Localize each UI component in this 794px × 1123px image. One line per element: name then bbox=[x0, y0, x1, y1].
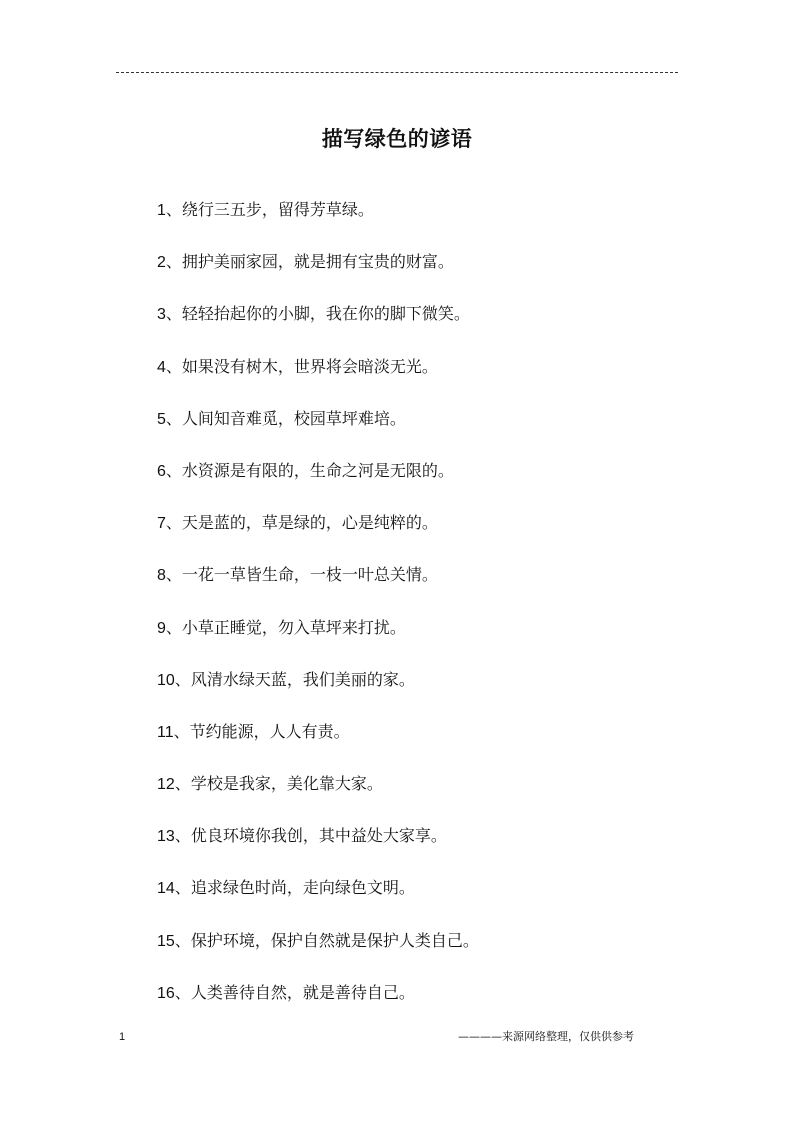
proverb-separator: 、 bbox=[174, 669, 191, 689]
proverb-item bbox=[157, 666, 479, 718]
proverb-separator: 、 bbox=[165, 617, 182, 637]
proverb-number: 4 bbox=[157, 358, 166, 376]
proverb-number: 5 bbox=[157, 410, 166, 428]
proverb-item bbox=[157, 718, 479, 770]
proverb-text: 天是蓝的，草是绿的，心是纯粹的。 bbox=[181, 513, 438, 533]
proverb-number: 7 bbox=[157, 515, 166, 533]
document-title: 描写绿色的谚语 bbox=[321, 126, 473, 151]
proverb-item bbox=[157, 509, 479, 561]
proverb-number: 12 bbox=[157, 776, 175, 794]
proverb-separator: 、 bbox=[174, 774, 191, 794]
header-dashed-rule bbox=[116, 72, 678, 73]
proverb-text: 拥护美丽家园，就是拥有宝贵的财富。 bbox=[181, 252, 454, 272]
proverb-separator: 、 bbox=[174, 930, 191, 950]
proverb-item bbox=[157, 300, 479, 352]
proverb-number: 11 bbox=[157, 723, 174, 741]
proverb-text: 风清水绿天蓝，我们美丽的家。 bbox=[190, 669, 415, 689]
proverb-separator: 、 bbox=[165, 513, 182, 533]
proverb-number: 1 bbox=[157, 202, 166, 219]
proverb-separator: 、 bbox=[165, 200, 182, 219]
proverb-number: 13 bbox=[157, 828, 175, 846]
proverb-item bbox=[157, 822, 479, 874]
proverb-item bbox=[157, 874, 479, 926]
proverb-separator: 、 bbox=[165, 408, 182, 428]
proverb-item bbox=[157, 561, 479, 613]
proverb-number: 3 bbox=[157, 306, 166, 324]
proverb-text: 人类善待自然，就是善待自己。 bbox=[190, 982, 415, 1002]
proverb-number: 8 bbox=[157, 567, 166, 585]
proverb-item bbox=[157, 614, 479, 666]
proverb-separator: 、 bbox=[173, 721, 190, 741]
proverb-item bbox=[157, 770, 479, 822]
proverb-text: 节约能源，人人有责。 bbox=[189, 721, 350, 741]
proverb-text: 绕行三五步，留得芳草绿。 bbox=[181, 200, 374, 219]
proverb-item bbox=[157, 405, 479, 457]
proverb-text: 学校是我家，美化靠大家。 bbox=[190, 774, 383, 794]
proverb-separator: 、 bbox=[165, 304, 182, 324]
proverb-text: 水资源是有限的，生命之河是无限的。 bbox=[181, 460, 454, 480]
proverb-item bbox=[157, 196, 479, 248]
proverb-separator: 、 bbox=[174, 826, 191, 846]
proverb-text: 优良环境你我创，其中益处大家享。 bbox=[190, 826, 447, 846]
proverb-text: 轻轻抬起你的小脚，我在你的脚下微笑。 bbox=[181, 304, 470, 324]
proverb-item bbox=[157, 457, 479, 509]
proverb-item bbox=[157, 248, 479, 300]
proverb-item bbox=[157, 979, 479, 1031]
proverb-text: 如果没有树木，世界将会暗淡无光。 bbox=[181, 356, 438, 376]
proverb-number: 15 bbox=[157, 932, 175, 950]
footer-page-number: 1 bbox=[119, 1031, 126, 1043]
proverb-separator: 、 bbox=[165, 356, 182, 376]
proverb-separator: 、 bbox=[165, 252, 182, 272]
proverb-number: 9 bbox=[157, 619, 166, 637]
proverb-separator: 、 bbox=[165, 565, 182, 585]
proverb-item bbox=[157, 353, 479, 405]
proverb-separator: 、 bbox=[174, 878, 191, 898]
proverb-number: 6 bbox=[157, 462, 166, 480]
proverb-list bbox=[157, 196, 479, 1031]
proverb-number: 2 bbox=[157, 254, 166, 272]
footer-source-note: ————来源网络整理，仅供供参考 bbox=[458, 1030, 634, 1043]
proverb-number: 16 bbox=[157, 984, 175, 1002]
proverb-text: 人间知音难觅，校园草坪难培。 bbox=[181, 408, 406, 428]
proverb-number: 14 bbox=[157, 880, 175, 898]
proverb-separator: 、 bbox=[165, 460, 182, 480]
proverb-text: 小草正睡觉，勿入草坪来打扰。 bbox=[181, 617, 406, 637]
proverb-separator: 、 bbox=[174, 982, 191, 1002]
proverb-text: 一花一草皆生命，一枝一叶总关情。 bbox=[181, 565, 438, 585]
proverb-number: 10 bbox=[157, 671, 175, 689]
proverb-item bbox=[157, 927, 479, 979]
proverb-text: 追求绿色时尚，走向绿色文明。 bbox=[190, 878, 415, 898]
proverb-text: 保护环境，保护自然就是保护人类自己。 bbox=[190, 930, 479, 950]
